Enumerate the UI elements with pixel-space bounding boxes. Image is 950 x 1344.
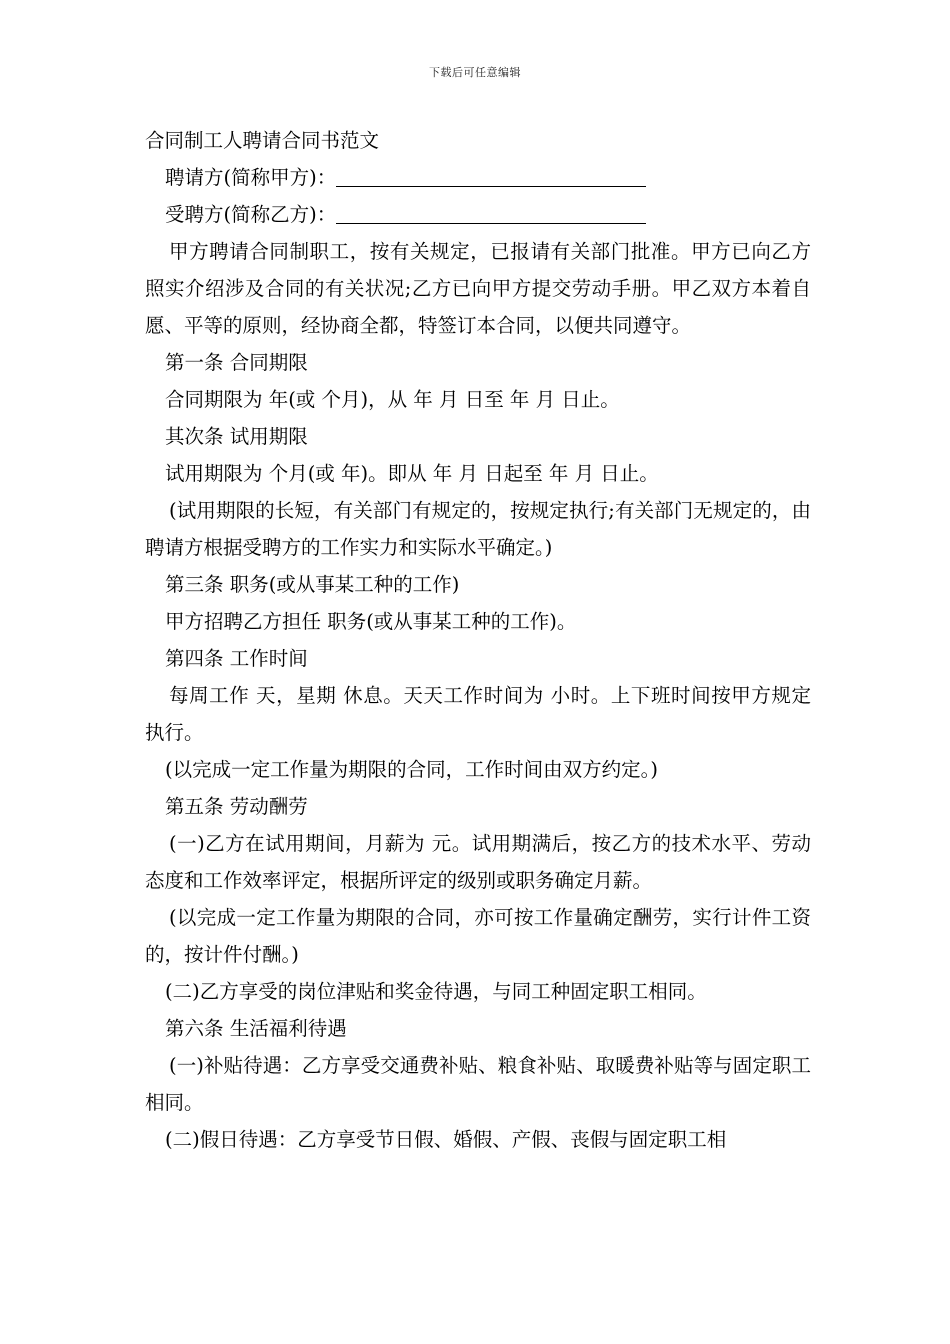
intro-paragraph: 甲方聘请合同制职工，按有关规定，已报请有关部门批准。甲方已向乙方照实介绍涉及合同的有关状况;乙方已向甲方提交劳动手册。甲乙双方本着自愿、平等的原则，经协商全都，特签订本合同，以便共同遵守。	[145, 240, 811, 337]
article-5-item-2: (二)乙方享受的岗位津贴和奖金待遇，与同工种固定职工相同。	[165, 980, 707, 1003]
article-3-text: 甲方招聘乙方担任 职务(或从事某工种的工作)。	[165, 610, 577, 633]
article-6-item-1: (一)补贴待遇：乙方享受交通费补贴、粮食补贴、取暖费补贴等与固定职工相同。	[145, 1054, 811, 1114]
article-4-title: 第四条 工作时间	[165, 647, 308, 670]
article-5-note: (以完成一定工作量为期限的合同，亦可按工作量确定酬劳，实行计件工资的，按计件付酬。)	[145, 906, 811, 966]
party-a-line	[145, 159, 811, 196]
article-5-item-1: (一)乙方在试用期间，月薪为 元。试用期满后，按乙方的技术水平、劳动态度和工作效率评定，根据所评定的级别或职务确定月薪。	[145, 832, 811, 892]
document-title: 合同制工人聘请合同书范文	[145, 129, 380, 152]
article-4-note: (以完成一定工作量为期限的合同，工作时间由双方约定。)	[165, 758, 658, 781]
party-b-label: 受聘方(简称乙方)：	[165, 203, 337, 226]
article-6-item-2: (二)假日待遇：乙方享受节日假、婚假、产假、丧假与固定职工相	[165, 1128, 727, 1151]
article-2-title: 其次条 试用期限	[165, 425, 308, 448]
article-3-title: 第三条 职务(或从事某工种的工作)	[165, 573, 460, 596]
article-1-title: 第一条 合同期限	[165, 351, 308, 374]
party-b-blank[interactable]	[336, 201, 646, 224]
article-2-text: 试用期限为 个月(或 年)。即从 年 月 日起至 年 月 日止。	[165, 462, 659, 485]
article-1-text: 合同期限为 年(或 个月)，从 年 月 日至 年 月 日止。	[165, 388, 620, 411]
article-4-text: 每周工作 天，星期 休息。天天工作时间为 小时。上下班时间按甲方规定执行。	[145, 684, 811, 744]
article-5-title: 第五条 劳动酬劳	[165, 795, 308, 818]
article-6-title: 第六条 生活福利待遇	[165, 1017, 347, 1040]
page-header-note: 下载后可任意编辑	[429, 66, 521, 79]
document-body	[145, 122, 811, 1158]
party-a-blank[interactable]	[336, 164, 646, 187]
party-b-line	[145, 196, 811, 233]
party-a-label: 聘请方(简称甲方)：	[165, 166, 337, 189]
article-2-note: (试用期限的长短，有关部门有规定的，按规定执行;有关部门无规定的，由聘请方根据受聘方的工作实力和实际水平确定。)	[145, 499, 811, 559]
